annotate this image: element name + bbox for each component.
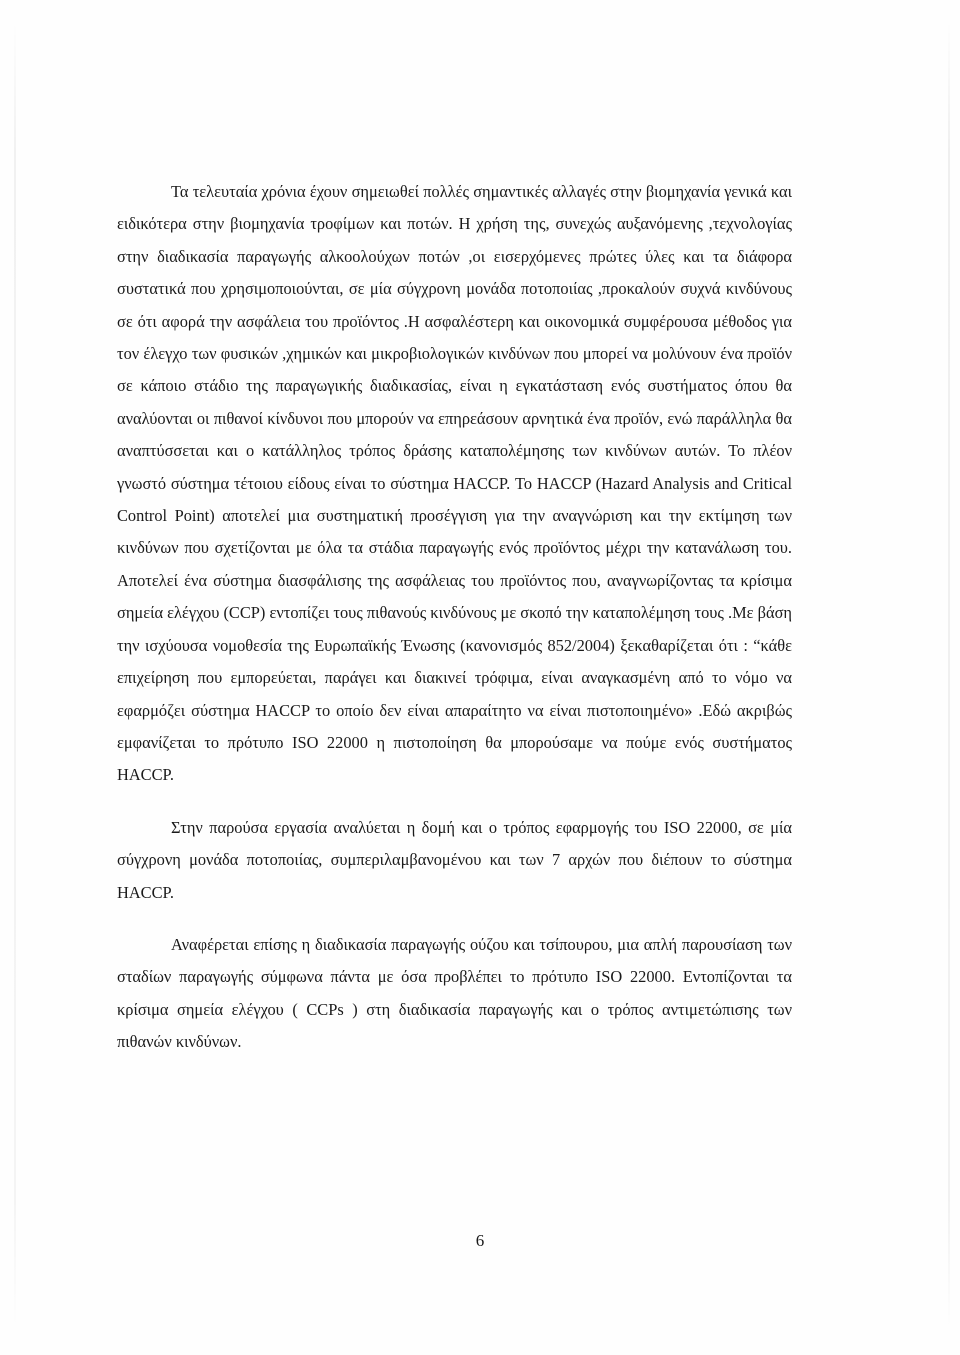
body-text <box>117 176 792 1059</box>
paragraph-intro: Τα τελευταία χρόνια έχουν σημειωθεί πολλές σημαντικές αλλαγές στην βιομηχανία γενικά και ειδικότερα στην βιομηχανία τροφίμων και ποτών. Η χρήση της, συνεχώς αυξανόμενης ,τεχνολογίας στην διαδικασία παραγωγής αλκοολούχων ποτών ,οι εισερχόμενες πρώτες ύλες και τα διάφορα συστατικά που χρησιμοποιούνται, σε μία σύγχρονη μονάδα ποτοποιίας ,προκαλούν συχνά κινδύνους σε ότι αφορά την ασφάλεια του προϊόντος .Η ασφαλέστερη και οικονομικά συμφέρουσα μέθοδος για τον έλεγχο των φυσικών ,χημικών και μικροβιολογικών κινδύνων που μπορεί να μολύνουν ένα προϊόν σε κάποιο στάδιο της παραγωγικής διαδικασίας, είναι η εγκατάσταση ενός συστήματος όπου θα αναλύονται οι πιθανοί κίνδυνοι που μπορούν να επηρεάσουν αρνητικά ένα προϊόν, ενώ παράλληλα θα αναπτύσσεται και ο κατάλληλος τρόπος δράσης καταπολέμησης των κινδύνων αυτών. Το πλέον γνωστό σύστημα τέτοιου είδους είναι το σύστημα HACCP. Το HACCP (Hazard Analysis and Critical Control Point) αποτελεί μια συστηματική προσέγγιση για την αναγνώριση και την εκτίμηση των κινδύνων που σχετίζονται με όλα τα στάδια παραγωγής ενός προϊόντος μέχρι την κατανάλωση του. Αποτελεί ένα σύστημα διασφάλισης της ασφάλειας του προϊόντος που, αναγνωρίζοντας τα κρίσιμα σημεία ελέγχου (CCP) εντοπίζει τους πιθανούς κινδύνους με σκοπό την καταπολέμηση τους .Με βάση την ισχύουσα νομοθεσία της Ευρωπαϊκής Ένωσης (κανονισμός 852/2004) ξεκαθαρίζεται ότι : “κάθε επιχείρηση που εμπορεύεται, παράγει και διακινεί τρόφιμα, είναι αναγκασμένη από το νόμο να εφαρμόζει σύστημα HACCP το οποίο δεν είναι απαραίτητο να είναι πιστοποιημένο» .Εδώ ακριβώς εμφανίζεται το πρότυπο ISO 22000 η πιστοποίηση θα μπορούσαμε να πούμε ενός συστήματος HACCP. <box>117 182 792 785</box>
page-number: 6 <box>475 1231 485 1250</box>
paragraph-production: Αναφέρεται επίσης η διαδικασία παραγωγής ούζου και τσίπουρου, μια απλή παρουσίαση των σταδίων παραγωγής σύμφωνα πάντα με όσα προβλέπει το πρότυπο ISO 22000. Εντοπίζονται τα κρίσιμα σημεία ελέγχου ( CCPs ) στη διαδικασία παραγωγής και ο τρόπος αντιμετώπισης των πιθανών κινδύνων. <box>117 934 792 1052</box>
scan-edge-left <box>14 20 16 1330</box>
scan-edge-right <box>948 20 950 1330</box>
paragraph-scope: Στην παρούσα εργασία αναλύεται η δομή και ο τρόπος εφαρμογής του ISO 22000, σε μία σύγχρονη μονάδα ποτοποιίας, συμπεριλαμβανομένου και των 7 αρχών που διέπουν το σύστημα HACCP. <box>117 817 792 902</box>
